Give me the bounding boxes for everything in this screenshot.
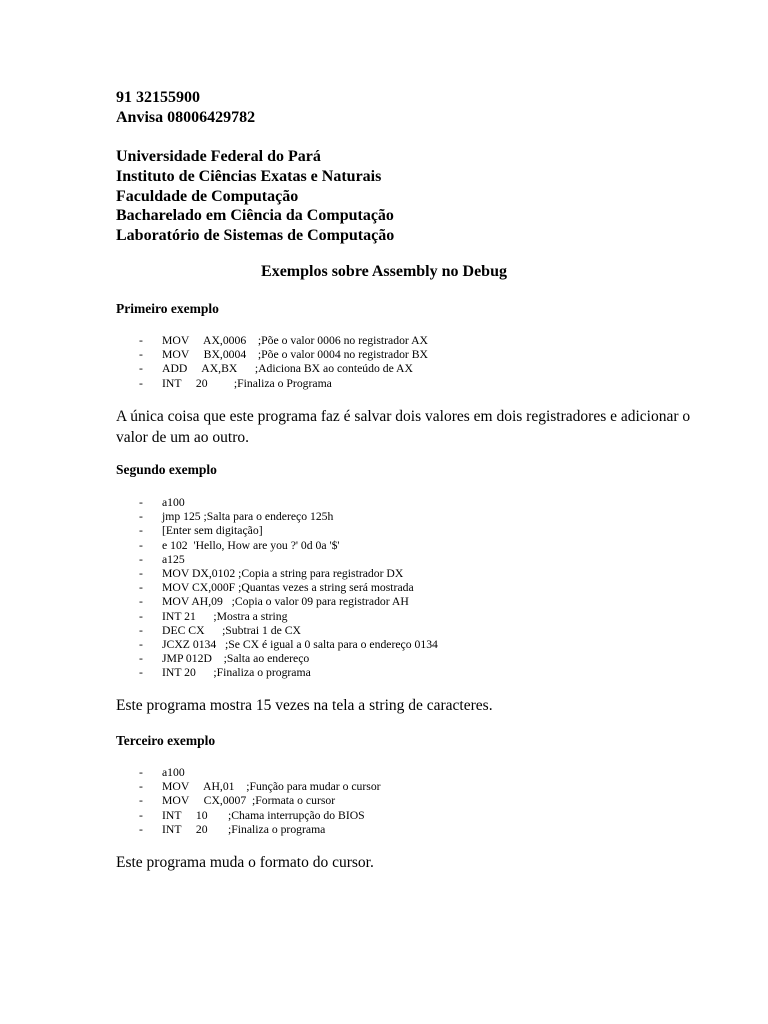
bullet-dash: - — [139, 595, 143, 609]
bullet-dash: - — [139, 623, 143, 637]
code-line-text: MOV AH,01 ;Função para mudar o cursor — [162, 780, 381, 794]
code-line-text: INT 20 ;Finaliza o programa — [162, 666, 311, 680]
university-name: Universidade Federal do Pará — [116, 148, 321, 165]
code-line-text: a125 — [162, 552, 185, 566]
bullet-dash: - — [139, 609, 143, 623]
institute-name: Instituto de Ciências Exatas e Naturais — [116, 168, 382, 185]
code-line-text: a100 — [162, 496, 185, 509]
first-example-explanation: A única coisa que este programa faz é salvar dois valores em dois registradores e adicionar o valor de um ao outro. — [116, 408, 691, 446]
bullet-dash: - — [139, 652, 143, 666]
section-heading-third-example: Terceiro exemplo — [116, 733, 216, 748]
bullet-dash: - — [139, 822, 143, 836]
code-line-text: JMP 012D ;Salta ao endereço — [162, 652, 310, 666]
bullet-dash: - — [139, 510, 143, 524]
bullet-dash: - — [139, 538, 143, 552]
bullet-dash: - — [139, 808, 143, 822]
bullet-dash: - — [139, 496, 143, 509]
bullet-dash: - — [139, 794, 143, 808]
code-line-text: jmp 125 ;Salta para o endereço 125h — [162, 510, 334, 524]
code-line-text: INT 10 ;Chama interrupção do BIOS — [162, 808, 365, 822]
code-line-text: [Enter sem digitação] — [162, 524, 263, 538]
code-line-text: e 102 'Hello, How are you ?' 0d 0a '$' — [162, 538, 340, 552]
code-line-text: MOV BX,0004 ;Põe o valor 0004 no registrador BX — [162, 348, 428, 362]
second-example-explanation: Este programa mostra 15 vezes na tela a string de caracteres. — [116, 697, 493, 714]
anvisa-number-line: Anvisa 08006429782 — [116, 109, 256, 126]
code-line-text: INT 20 ;Finaliza o programa — [162, 822, 326, 836]
bullet-dash: - — [139, 376, 143, 390]
bullet-dash: - — [139, 524, 143, 538]
code-line-text: MOV CX,0007 ;Formata o cursor — [162, 794, 336, 808]
bullet-dash: - — [139, 766, 143, 779]
bullet-dash: - — [139, 362, 143, 376]
laboratory-name: Laboratório de Sistemas de Computação — [116, 227, 395, 244]
bullet-dash: - — [139, 334, 143, 347]
bullet-dash: - — [139, 348, 143, 362]
document-title: Exemplos sobre Assembly no Debug — [261, 263, 507, 280]
code-line-text: MOV AH,09 ;Copia o valor 09 para registrador AH — [162, 595, 409, 609]
third-example-explanation: Este programa muda o formato do cursor. — [116, 854, 374, 871]
course-name: Bacharelado em Ciência da Computação — [116, 207, 394, 224]
bullet-dash: - — [139, 552, 143, 566]
code-line-text: MOV AX,0006 ;Põe o valor 0006 no registrador AX — [162, 334, 428, 347]
bullet-dash: - — [139, 566, 143, 580]
faculty-name: Faculdade de Computação — [116, 188, 299, 205]
code-line-text: MOV DX,0102 ;Copia a string para registrador DX — [162, 566, 404, 580]
code-line-text: a100 — [162, 766, 185, 779]
bullet-dash: - — [139, 581, 143, 595]
code-line-text: DEC CX ;Subtrai 1 de CX — [162, 623, 301, 637]
bullet-dash: - — [139, 637, 143, 651]
code-line-text: INT 20 ;Finaliza o Programa — [162, 376, 332, 390]
code-line-text: INT 21 ;Mostra a string — [162, 609, 288, 623]
section-heading-second-example: Segundo exemplo — [116, 462, 217, 477]
code-line-text: JCXZ 0134 ;Se CX é igual a 0 salta para o endereço 0134 — [162, 637, 438, 651]
bullet-dash: - — [139, 666, 143, 680]
section-heading-first-example: Primeiro exemplo — [116, 301, 219, 316]
code-line-text: MOV CX,000F ;Quantas vezes a string será mostrada — [162, 581, 414, 595]
bullet-dash: - — [139, 780, 143, 794]
phone-number-line: 91 32155900 — [116, 89, 200, 106]
code-line-text: ADD AX,BX ;Adiciona BX ao conteúdo de AX — [162, 362, 413, 376]
